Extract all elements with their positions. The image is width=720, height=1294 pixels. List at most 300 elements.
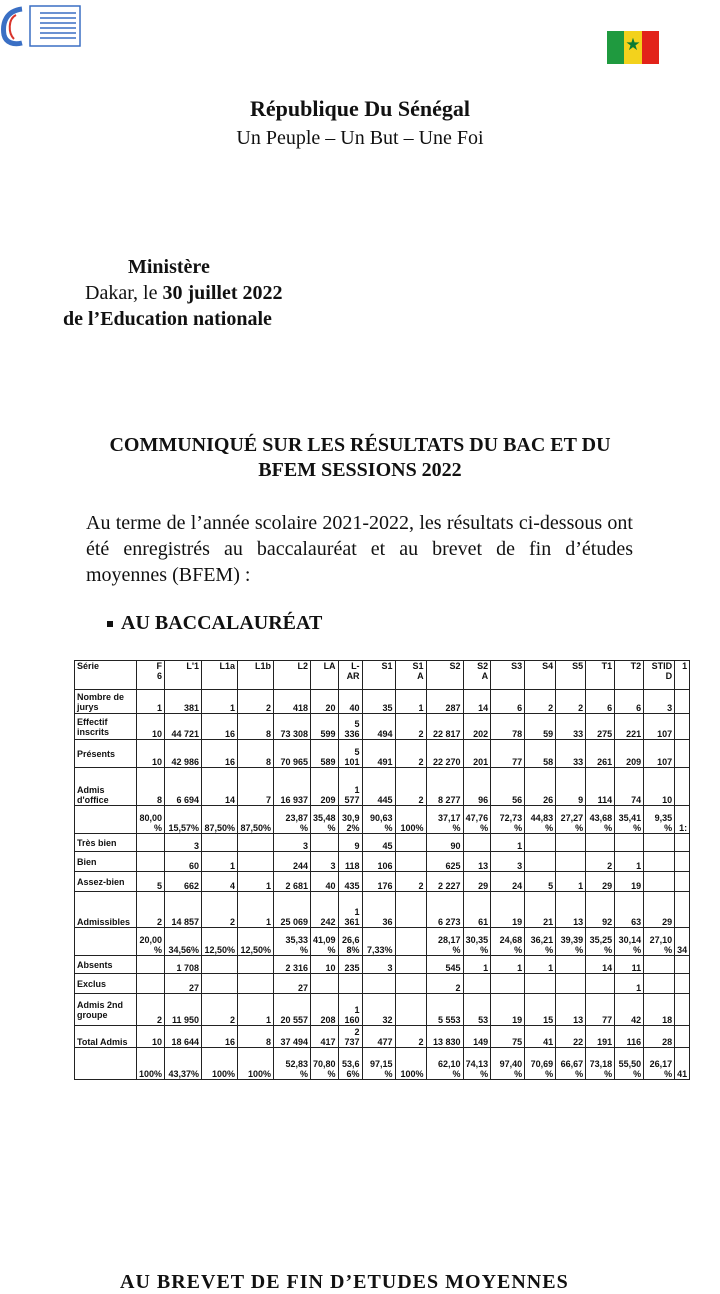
- table-cell: 43,37%: [165, 1048, 202, 1080]
- table-cell: 28: [644, 1026, 675, 1048]
- table-cell: [644, 834, 675, 852]
- table-cell: 33: [556, 714, 586, 740]
- row-label: Admis 2nd groupe: [75, 994, 137, 1026]
- table-cell: 26,6 8%: [338, 928, 362, 956]
- table-cell: 2: [238, 690, 274, 714]
- table-cell: 35,25 %: [586, 928, 615, 956]
- table-cell: 287: [426, 690, 463, 714]
- table-cell: [395, 834, 426, 852]
- table-cell: [395, 928, 426, 956]
- table-row: [75, 714, 690, 740]
- table-cell: [395, 994, 426, 1026]
- table-cell: [463, 974, 491, 994]
- table-cell: 3: [644, 690, 675, 714]
- table-row: [75, 852, 690, 872]
- table-cell: [311, 974, 339, 994]
- table-cell: 221: [615, 714, 644, 740]
- table-cell: 244: [274, 852, 311, 872]
- table-cell: 149: [463, 1026, 491, 1048]
- table-cell: 417: [311, 1026, 339, 1048]
- table-cell: 77: [491, 740, 525, 768]
- table-cell: 22 270: [426, 740, 463, 768]
- table-cell: 107: [644, 740, 675, 768]
- table-cell: 235: [338, 956, 362, 974]
- table-cell: 27,27 %: [556, 806, 586, 834]
- table-cell: 100%: [137, 1048, 165, 1080]
- table-cell: 35: [362, 690, 395, 714]
- table-cell: 8: [137, 768, 165, 806]
- ministry-line2: de l’Education nationale: [63, 308, 272, 330]
- table-header-row: [75, 661, 690, 690]
- table-cell: [137, 956, 165, 974]
- table-cell: 2: [395, 714, 426, 740]
- table-cell: [644, 872, 675, 892]
- table-cell: 28,17 %: [426, 928, 463, 956]
- table-cell: 23,87 %: [274, 806, 311, 834]
- row-label: Assez-bien: [75, 872, 137, 892]
- table-cell: 2: [395, 872, 426, 892]
- table-cell: 1: [491, 834, 525, 852]
- table-row: [75, 834, 690, 852]
- table-cell: 55,50 %: [615, 1048, 644, 1080]
- table-cell: [675, 994, 690, 1026]
- table-cell: [525, 974, 556, 994]
- table-cell: [395, 974, 426, 994]
- table-cell: 2 316: [274, 956, 311, 974]
- row-label: Présents: [75, 740, 137, 768]
- table-cell: 80,00 %: [137, 806, 165, 834]
- table-cell: 242: [311, 892, 339, 928]
- bac-heading: [107, 612, 322, 635]
- table-cell: 26,17 %: [644, 1048, 675, 1080]
- row-label: Admis d'office: [75, 768, 137, 806]
- header-cell: 1: [675, 661, 690, 690]
- table-cell: 3: [491, 852, 525, 872]
- table-cell: 275: [586, 714, 615, 740]
- table-cell: 2: [426, 974, 463, 994]
- row-label: Nombre de jurys: [75, 690, 137, 714]
- table-cell: 14: [202, 768, 238, 806]
- table-cell: 90,63 %: [362, 806, 395, 834]
- table-cell: 22 817: [426, 714, 463, 740]
- table-cell: [675, 974, 690, 994]
- table-cell: 92: [586, 892, 615, 928]
- table-cell: 39,39 %: [556, 928, 586, 956]
- header-cell: S2 A: [463, 661, 491, 690]
- table-cell: 106: [362, 852, 395, 872]
- table-cell: 10: [137, 740, 165, 768]
- table-cell: 70,69 %: [525, 1048, 556, 1080]
- table-cell: 29: [463, 872, 491, 892]
- table-cell: 8: [238, 1026, 274, 1048]
- table-cell: 107: [644, 714, 675, 740]
- table-cell: 6: [615, 690, 644, 714]
- table-cell: 25 069: [274, 892, 311, 928]
- table-cell: 16: [202, 714, 238, 740]
- table-cell: 5: [525, 872, 556, 892]
- table-cell: 10: [644, 768, 675, 806]
- table-cell: 209: [311, 768, 339, 806]
- table-cell: 58: [525, 740, 556, 768]
- table-cell: [556, 834, 586, 852]
- table-cell: 56: [491, 768, 525, 806]
- table-cell: 12,50%: [238, 928, 274, 956]
- table-cell: 63: [615, 892, 644, 928]
- table-cell: [675, 852, 690, 872]
- table-cell: 1: [238, 892, 274, 928]
- table-cell: 445: [362, 768, 395, 806]
- table-cell: 44 721: [165, 714, 202, 740]
- table-cell: 9,35 %: [644, 806, 675, 834]
- table-cell: 59: [525, 714, 556, 740]
- flag-red-band: [642, 31, 659, 64]
- table-cell: 61: [463, 892, 491, 928]
- table-cell: 18 644: [165, 1026, 202, 1048]
- header-cell: STID D: [644, 661, 675, 690]
- table-cell: 43,68 %: [586, 806, 615, 834]
- table-cell: 1: [556, 872, 586, 892]
- communique-title-line1: COMMUNIQUÉ SUR LES RÉSULTATS DU BAC ET DU: [109, 434, 611, 456]
- table-cell: 37 494: [274, 1026, 311, 1048]
- table-cell: 1: [238, 994, 274, 1026]
- table-cell: 30,35 %: [463, 928, 491, 956]
- table-cell: 45: [362, 834, 395, 852]
- header-cell: F 6: [137, 661, 165, 690]
- ministry-logo: [0, 3, 84, 47]
- table-cell: 13: [556, 994, 586, 1026]
- table-cell: [202, 974, 238, 994]
- table-cell: 2: [556, 690, 586, 714]
- table-cell: 14: [586, 956, 615, 974]
- table-cell: 41: [675, 1048, 690, 1080]
- table-cell: 36: [362, 892, 395, 928]
- table-cell: [395, 956, 426, 974]
- table-cell: 41: [525, 1026, 556, 1048]
- table-cell: 5 553: [426, 994, 463, 1026]
- table-cell: [525, 834, 556, 852]
- table-cell: 78: [491, 714, 525, 740]
- table-cell: 20: [311, 690, 339, 714]
- table-cell: 3: [165, 834, 202, 852]
- table-cell: 477: [362, 1026, 395, 1048]
- table-cell: 100%: [395, 806, 426, 834]
- table-row: [75, 740, 690, 768]
- communique-title-line2: BFEM SESSIONS 2022: [258, 459, 462, 481]
- table-cell: 11 950: [165, 994, 202, 1026]
- table-cell: 29: [586, 872, 615, 892]
- row-label: Exclus: [75, 974, 137, 994]
- table-cell: 10: [137, 1026, 165, 1048]
- table-cell: 24,68 %: [491, 928, 525, 956]
- row-label: Admissibles: [75, 892, 137, 928]
- table-cell: 37,17 %: [426, 806, 463, 834]
- table-cell: 8: [238, 714, 274, 740]
- table-cell: 20 557: [274, 994, 311, 1026]
- table-cell: 18: [644, 994, 675, 1026]
- table-cell: 494: [362, 714, 395, 740]
- date-value: 30 juillet 2022: [162, 282, 283, 304]
- table-cell: 2 227: [426, 872, 463, 892]
- table-cell: 2: [395, 1026, 426, 1048]
- table-cell: 100%: [238, 1048, 274, 1080]
- table-cell: 16 937: [274, 768, 311, 806]
- senegal-flag: [607, 31, 659, 64]
- table-cell: 4: [202, 872, 238, 892]
- table-cell: [395, 852, 426, 872]
- table-cell: 9: [556, 768, 586, 806]
- table-row: [75, 806, 690, 834]
- row-label: [75, 806, 137, 834]
- table-cell: [202, 956, 238, 974]
- table-cell: 1: [395, 690, 426, 714]
- table-cell: 24: [491, 872, 525, 892]
- table-cell: 6: [586, 690, 615, 714]
- table-cell: 1: [202, 690, 238, 714]
- table-cell: [675, 956, 690, 974]
- table-row: [75, 768, 690, 806]
- table-row: [75, 956, 690, 974]
- table-row: [75, 994, 690, 1026]
- header-cell: S5: [556, 661, 586, 690]
- table-cell: 19: [491, 892, 525, 928]
- table-cell: 1 160: [338, 994, 362, 1026]
- table-cell: 1 708: [165, 956, 202, 974]
- table-cell: 66,67 %: [556, 1048, 586, 1080]
- table-cell: [525, 852, 556, 872]
- table-cell: [463, 834, 491, 852]
- table-cell: 34,56%: [165, 928, 202, 956]
- table-cell: 11: [615, 956, 644, 974]
- table-cell: [615, 834, 644, 852]
- table-cell: 2 737: [338, 1026, 362, 1048]
- table-cell: 2: [525, 690, 556, 714]
- table-cell: 662: [165, 872, 202, 892]
- intro-paragraph: Au terme de l’année scolaire 2021-2022, les résultats ci-dessous ont été enregistrés au baccalauréat et au brevet de fin d’études moyennes (BFEM) :: [86, 512, 633, 586]
- table-cell: 97,40 %: [491, 1048, 525, 1080]
- table-row: [75, 1026, 690, 1048]
- table-cell: 6: [491, 690, 525, 714]
- header-cell: L1a: [202, 661, 238, 690]
- table-cell: 589: [311, 740, 339, 768]
- table-cell: 1: [491, 956, 525, 974]
- table-cell: 87,50%: [238, 806, 274, 834]
- table-cell: [675, 690, 690, 714]
- table-cell: [675, 714, 690, 740]
- table-cell: [675, 740, 690, 768]
- header-cell: S4: [525, 661, 556, 690]
- row-label: [75, 928, 137, 956]
- table-cell: 3: [274, 834, 311, 852]
- table-cell: 2: [395, 740, 426, 768]
- table-cell: 16: [202, 740, 238, 768]
- row-label: Effectif inscrits: [75, 714, 137, 740]
- table-cell: 435: [338, 872, 362, 892]
- table-cell: 2: [395, 768, 426, 806]
- table-cell: [556, 974, 586, 994]
- table-cell: [644, 852, 675, 872]
- table-cell: [137, 834, 165, 852]
- table-cell: 100%: [395, 1048, 426, 1080]
- table-cell: 41,09 %: [311, 928, 339, 956]
- table-cell: 42: [615, 994, 644, 1026]
- table-cell: 176: [362, 872, 395, 892]
- table-cell: 261: [586, 740, 615, 768]
- table-cell: 545: [426, 956, 463, 974]
- ministry-line1: Ministère: [128, 256, 210, 278]
- table-cell: 625: [426, 852, 463, 872]
- table-cell: 14 857: [165, 892, 202, 928]
- header-cell: S1 A: [395, 661, 426, 690]
- table-cell: 10: [311, 956, 339, 974]
- table-cell: 87,50%: [202, 806, 238, 834]
- table-cell: [556, 852, 586, 872]
- table-cell: 3: [362, 956, 395, 974]
- header-cell: S2: [426, 661, 463, 690]
- table-cell: 32: [362, 994, 395, 1026]
- table-cell: [238, 834, 274, 852]
- table-cell: 8: [238, 740, 274, 768]
- table-cell: [586, 834, 615, 852]
- table-cell: 1:: [675, 806, 690, 834]
- table-cell: 34: [675, 928, 690, 956]
- table-cell: 2 681: [274, 872, 311, 892]
- table-row: [75, 974, 690, 994]
- bac-heading-text: AU BACCALAURÉAT: [121, 612, 323, 634]
- table-cell: 12,50%: [202, 928, 238, 956]
- table-cell: 53,6 6%: [338, 1048, 362, 1080]
- table-cell: [395, 892, 426, 928]
- table-cell: 72,73 %: [491, 806, 525, 834]
- table-cell: 418: [274, 690, 311, 714]
- table-cell: 73,18 %: [586, 1048, 615, 1080]
- header-label: Série: [75, 661, 137, 690]
- republic-title: République Du Sénégal: [249, 96, 471, 121]
- table-cell: [238, 974, 274, 994]
- table-cell: 1: [615, 852, 644, 872]
- row-label: [75, 1048, 137, 1080]
- table-cell: 13: [463, 852, 491, 872]
- table-cell: 114: [586, 768, 615, 806]
- table-cell: [675, 892, 690, 928]
- date-line: [85, 282, 283, 305]
- table-cell: [675, 768, 690, 806]
- table-cell: 491: [362, 740, 395, 768]
- table-row: [75, 892, 690, 928]
- header-cell: T1: [586, 661, 615, 690]
- table-cell: 70 965: [274, 740, 311, 768]
- table-cell: 208: [311, 994, 339, 1026]
- table-cell: 202: [463, 714, 491, 740]
- header-cell: T2: [615, 661, 644, 690]
- table-cell: 22: [556, 1026, 586, 1048]
- table-cell: 96: [463, 768, 491, 806]
- flag-yellow-band: [624, 31, 641, 64]
- table-cell: 21: [525, 892, 556, 928]
- star-icon: ★: [625, 35, 641, 55]
- table-cell: [338, 974, 362, 994]
- table-cell: 62,10 %: [426, 1048, 463, 1080]
- table-cell: 35,48 %: [311, 806, 339, 834]
- table-cell: [644, 974, 675, 994]
- header-cell: S1: [362, 661, 395, 690]
- table-cell: 6 273: [426, 892, 463, 928]
- table-cell: [137, 852, 165, 872]
- table-cell: 30,9 2%: [338, 806, 362, 834]
- row-label: Bien: [75, 852, 137, 872]
- table-cell: 10: [137, 714, 165, 740]
- table-cell: 29: [644, 892, 675, 928]
- date-prefix: Dakar, le: [85, 282, 158, 304]
- table-cell: 75: [491, 1026, 525, 1048]
- table-cell: [556, 956, 586, 974]
- table-cell: 73 308: [274, 714, 311, 740]
- table-cell: 27,10 %: [644, 928, 675, 956]
- table-cell: 53: [463, 994, 491, 1026]
- table-cell: 381: [165, 690, 202, 714]
- header-cell: S3: [491, 661, 525, 690]
- table-cell: [644, 956, 675, 974]
- table-row: [75, 690, 690, 714]
- table-cell: 9: [338, 834, 362, 852]
- table-cell: 116: [615, 1026, 644, 1048]
- table-cell: 33: [556, 740, 586, 768]
- table-cell: [675, 1026, 690, 1048]
- table-cell: 201: [463, 740, 491, 768]
- table-cell: 2: [202, 892, 238, 928]
- table-cell: 599: [311, 714, 339, 740]
- table-cell: 209: [615, 740, 644, 768]
- table-cell: 100%: [202, 1048, 238, 1080]
- table-cell: 1: [615, 974, 644, 994]
- table-cell: 77: [586, 994, 615, 1026]
- table-cell: 5 336: [338, 714, 362, 740]
- table-cell: 74,13 %: [463, 1048, 491, 1080]
- table-cell: 1: [525, 956, 556, 974]
- table-cell: 6 694: [165, 768, 202, 806]
- table-cell: [238, 956, 274, 974]
- table-cell: 1: [463, 956, 491, 974]
- flag-green-band: [607, 31, 624, 64]
- table-cell: 13: [556, 892, 586, 928]
- table-cell: [675, 872, 690, 892]
- header-cell: L2: [274, 661, 311, 690]
- row-label: Très bien: [75, 834, 137, 852]
- table-cell: 1: [137, 690, 165, 714]
- row-label: Absents: [75, 956, 137, 974]
- table-cell: 26: [525, 768, 556, 806]
- table-cell: 27: [165, 974, 202, 994]
- table-cell: [238, 852, 274, 872]
- table-cell: 2: [137, 892, 165, 928]
- table-cell: 35,41 %: [615, 806, 644, 834]
- table-cell: [202, 834, 238, 852]
- table-row: [75, 872, 690, 892]
- table-cell: 40: [311, 872, 339, 892]
- table-cell: 3: [311, 852, 339, 872]
- bac-results-table: [74, 660, 690, 1080]
- table-cell: 2: [586, 852, 615, 872]
- table-cell: 15,57%: [165, 806, 202, 834]
- table-cell: 7,33%: [362, 928, 395, 956]
- table-cell: 20,00 %: [137, 928, 165, 956]
- table-cell: 42 986: [165, 740, 202, 768]
- table-cell: 40: [338, 690, 362, 714]
- table-cell: 13 830: [426, 1026, 463, 1048]
- table-cell: 35,33 %: [274, 928, 311, 956]
- table-cell: 191: [586, 1026, 615, 1048]
- table-cell: 27: [274, 974, 311, 994]
- table-cell: 44,83 %: [525, 806, 556, 834]
